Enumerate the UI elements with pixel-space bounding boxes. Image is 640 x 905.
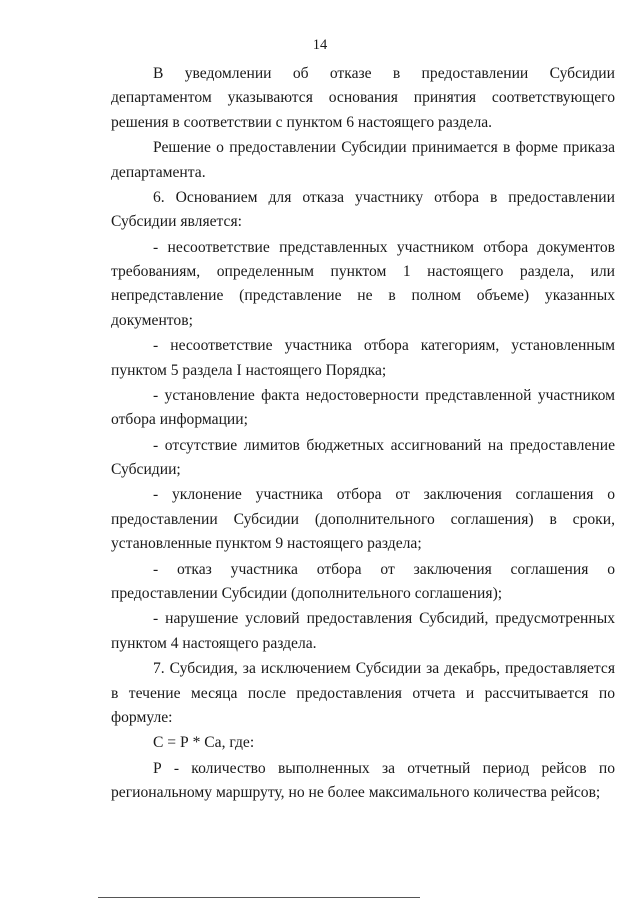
paragraph-refusal-notice: В уведомлении об отказе в предоставлении Субсидии департаментом указываются основания принятия соответствующего решения в соответствии с пунктом 6 настоящего раздела. bbox=[111, 65, 615, 131]
page-number: 14 bbox=[312, 37, 328, 53]
paragraph-subsidy-formula-intro: 7. Субсидия, за исключением Субсидии за декабрь, предоставляется в течение месяца после предоставления отчета и рассчитывается по формуле: bbox=[111, 660, 615, 726]
list-item-false-information: - установление факта недостоверности представленной участником отбора информации; bbox=[111, 386, 615, 429]
list-item-category-mismatch: - несоответствие участника отбора категориям, установленным пунктом 5 раздела I настоящего Порядка; bbox=[111, 337, 615, 379]
paragraph-formula-variable-p: Р - количество выполненных за отчетный период рейсов по региональному маршруту, но не более максимального количества рейсов; bbox=[111, 759, 615, 802]
list-item-agreement-refusal: - отказ участника отбора от заключения соглашения о предоставлении Субсидии (дополнительного соглашения); bbox=[111, 560, 615, 603]
paragraph-refusal-grounds-heading: 6. Основанием для отказа участнику отбора в предоставлении Субсидии является: bbox=[111, 188, 615, 231]
paragraph-formula: С = Р * Са, где: bbox=[153, 734, 255, 752]
list-item-conditions-violation: - нарушение условий предоставления Субсидий, предусмотренных пунктом 4 настоящего раздела. bbox=[111, 610, 615, 652]
list-item-agreement-evasion: - уклонение участника отбора от заключения соглашения о предоставлении Субсидии (дополнительного соглашения) в сроки, установленные пунктом 9 настоящего раздела; bbox=[111, 486, 615, 553]
footer-rule bbox=[98, 897, 420, 898]
list-item-no-budget-limits: - отсутствие лимитов бюджетных ассигнований на предоставление Субсидии; bbox=[111, 436, 615, 479]
paragraph-decision-form: Решение о предоставлении Субсидии принимается в форме приказа департамента. bbox=[111, 139, 615, 181]
document-body bbox=[111, 62, 615, 805]
list-item-documents-mismatch: - несоответствие представленных участником отбора документов требованиям, определенным пунктом 1 настоящего раздела, или непредставление (представление не в полном объеме) указанных документов; bbox=[111, 238, 615, 329]
